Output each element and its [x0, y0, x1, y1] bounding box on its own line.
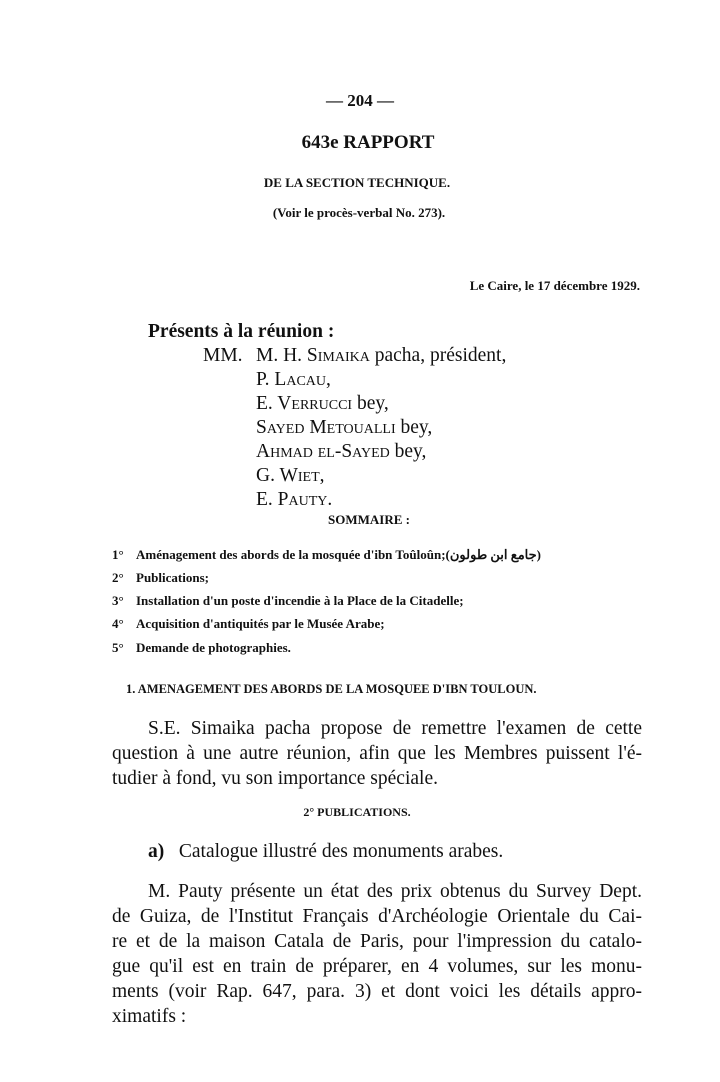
member-role: pacha, président,	[374, 345, 507, 366]
summary-item	[112, 571, 209, 584]
member	[256, 490, 332, 510]
member	[256, 442, 426, 462]
member	[256, 394, 389, 414]
section-1-heading: 1. AMENAGEMENT DES ABORDS DE LA MOSQUEE D'IBN TOULOUN.	[126, 682, 537, 696]
summary-item	[112, 548, 541, 561]
paragraph-line: gue qu'il est en train de préparer, en 4 volumes, sur les monu-	[112, 956, 642, 977]
item-number: 1°	[112, 547, 124, 562]
item-text: Acquisition d'antiquités par le Musée Arabe;	[136, 616, 385, 631]
member	[256, 346, 506, 366]
paragraph-line: ments (voir Rap. 647, para. 3) et dont voici les détails appro-	[112, 981, 642, 1002]
member-name: G. Wiet,	[256, 465, 325, 486]
item-text: Publications;	[136, 570, 209, 585]
place-date: Le Caire, le 17 décembre 1929.	[469, 278, 640, 293]
item-number: 4°	[112, 616, 124, 631]
members-prefix: MM.	[203, 345, 243, 366]
subsection-heading	[148, 842, 503, 862]
attendance-label: Présents à la réunion :	[148, 321, 335, 342]
paragraph-line: tudier à fond, vu son importance spéciale.	[112, 768, 438, 789]
item-number: 5°	[112, 640, 124, 655]
member	[256, 418, 432, 438]
member-role: bey,	[400, 417, 433, 438]
member	[256, 466, 325, 486]
section-title: DE LA SECTION TECHNIQUE.	[263, 175, 451, 190]
paragraph-line: question à une autre réunion, afin que les Membres puissent l'é-	[112, 743, 642, 764]
page-number: — 204 —	[326, 91, 394, 110]
summary-item	[112, 594, 464, 607]
summary-item	[112, 617, 385, 630]
subsection-label: a)	[148, 841, 165, 862]
member-name: Sayed Metoualli	[256, 417, 396, 438]
paragraph-line: de Guiza, de l'Institut Français d'Archéologie Orientale du Cai-	[112, 906, 642, 927]
member-name: Ahmad el-Sayed	[256, 441, 390, 462]
member-name: M. H. Simaika	[256, 345, 370, 366]
paragraph-line: ximatifs :	[112, 1006, 187, 1027]
item-text: Demande de photographies.	[136, 640, 291, 655]
item-number: 3°	[112, 593, 124, 608]
report-title: 643e RAPPORT	[301, 132, 435, 153]
summary-title: SOMMAIRE :	[328, 512, 410, 527]
member-name: E. Verrucci	[256, 393, 353, 414]
item-text: Aménagement des abords de la mosquée d'ibn Toûloûn;(جامع ابن طولون)	[136, 547, 542, 562]
subsection-title: Catalogue illustré des monuments arabes.	[178, 841, 504, 862]
member-name: P. Lacau,	[256, 369, 331, 390]
paragraph-line: S.E. Simaika pacha propose de remettre l'examen de cette	[148, 718, 642, 739]
member-role: bey,	[394, 441, 427, 462]
item-number: 2°	[112, 570, 124, 585]
report-reference: (Voir le procès-verbal No. 273).	[272, 205, 446, 220]
item-text: Installation d'un poste d'incendie à la Place de la Citadelle;	[136, 593, 464, 608]
member-role: bey,	[356, 393, 389, 414]
paragraph-line: M. Pauty présente un état des prix obtenus du Survey Dept.	[148, 881, 642, 902]
section-2-heading: 2° PUBLICATIONS.	[303, 805, 411, 819]
summary-item	[112, 641, 291, 654]
member	[256, 370, 331, 390]
paragraph-line: re et de la maison Catala de Paris, pour l'impression du catalo-	[112, 931, 642, 952]
member-name: E. Pauty.	[256, 489, 333, 510]
